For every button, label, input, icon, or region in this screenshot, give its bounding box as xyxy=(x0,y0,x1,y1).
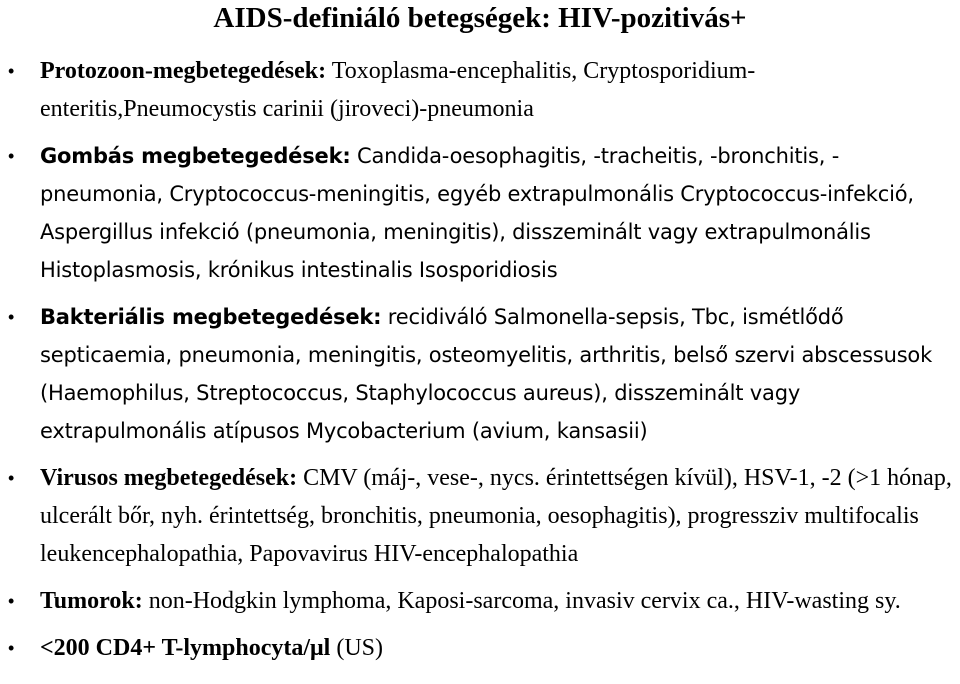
bullet-text: CMV (máj-, vese-, nycs. érintettségen kívül), HSV-1, -2 (>1 hónap, ulcerált bőr, nyh. érintettség, bronchitis, pneumonia, oesophagitis), progressziv multifocalis leukencephalopathia, Papovavirus HIV-encephalopathia xyxy=(40,465,952,567)
bullet-list xyxy=(0,52,960,676)
bullet-dot-icon: • xyxy=(8,638,15,658)
bullet-viral xyxy=(0,459,960,573)
bullet-label: Protozoon-megbetegedések: xyxy=(40,58,327,84)
bullet-dot-icon: • xyxy=(8,307,15,327)
slide-title: AIDS-definiáló betegségek: HIV-pozitivás+ xyxy=(213,2,747,34)
bullet-label: Bakteriális megbetegedések: xyxy=(40,305,382,329)
bullet-label: Virusos megbetegedések: xyxy=(40,465,298,491)
bullet-fungal xyxy=(0,137,960,289)
bullet-bacterial xyxy=(0,298,960,450)
bullet-text: recidiváló Salmonella-sepsis, Tbc, ismétlődő septicaemia, pneumonia, meningitis, osteomyelitis, arthritis, belső szervi abscessusok (Haemophilus, Streptococcus, Staphylococcus aureus), disszeminált vagy extrapulmonális atípusos Mycobacterium (avium, kansasii) xyxy=(40,305,933,443)
bullet-text: Candida-oesophagitis, -tracheitis, -bronchitis, -pneumonia, Cryptococcus-meningitis, egyéb extrapulmonális Cryptococcus-infekció, Aspergillus infekció (pneumonia, meningitis), disszeminált vagy extrapulmonális Histoplasmosis, krónikus intestinalis Isosporidiosis xyxy=(40,144,914,282)
bullet-text: Toxoplasma-encephalitis, Cryptosporidium-enteritis,Pneumocystis carinii (jiroveci)-pneumonia xyxy=(40,58,756,122)
bullet-text: (US) xyxy=(330,635,383,661)
bullet-dot-icon: • xyxy=(8,61,15,81)
bullet-dot-icon: • xyxy=(8,468,15,488)
bullet-protozoon xyxy=(0,52,960,128)
bullet-dot-icon: • xyxy=(8,591,15,611)
bullet-cd4 xyxy=(0,629,960,667)
bullet-tumors xyxy=(0,582,960,620)
bullet-label: Gombás megbetegedések: xyxy=(40,144,351,168)
bullet-label: <200 CD4+ T-lymphocyta/μl xyxy=(40,635,331,661)
bullet-label: Tumorok: xyxy=(40,588,143,614)
bullet-dot-icon: • xyxy=(8,146,15,166)
bullet-text: non-Hodgkin lymphoma, Kaposi-sarcoma, invasiv cervix ca., HIV-wasting sy. xyxy=(142,588,901,614)
